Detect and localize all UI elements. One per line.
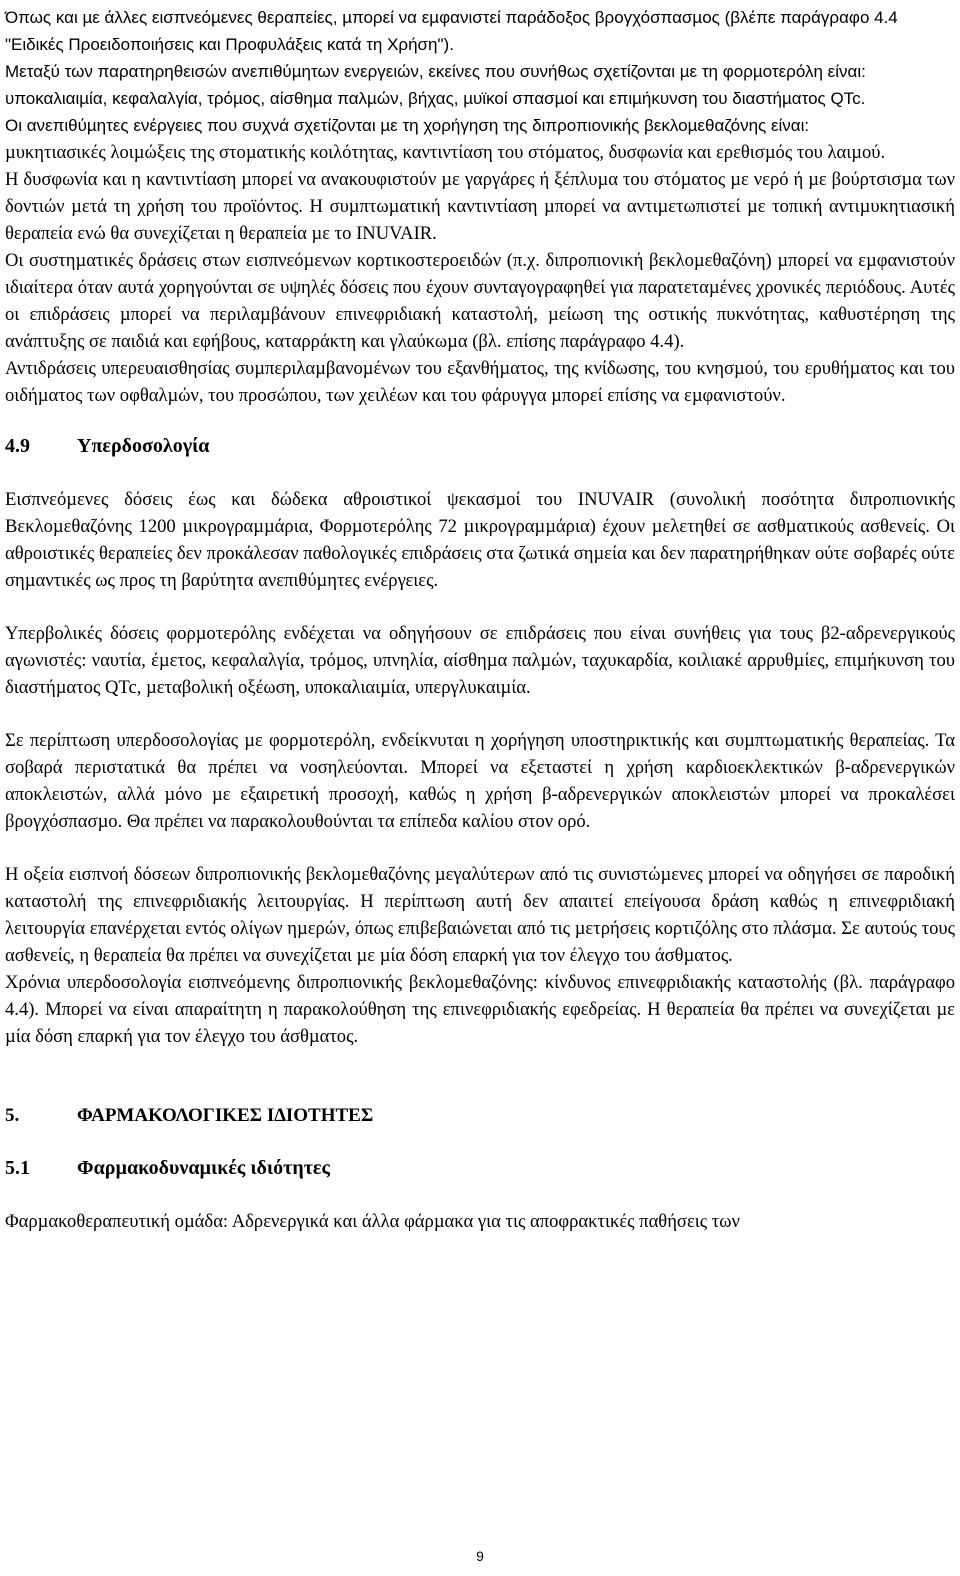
- heading-number: 4.9: [5, 435, 30, 457]
- heading-number: 5.: [5, 1105, 20, 1126]
- document-page: [5, 4, 955, 1235]
- page-number: 9: [476, 1548, 484, 1564]
- paragraph-systemic-effects: Οι συστηµατικές δράσεις στων εισπνεόµενων κορτικοστεροειδών (π.χ. διπροπιονική βεκλοµεθαζόνη) µπορεί να εµφανιστούν ιδιαίτερα όταν αυτά χορηγούνται σε υψηλές δόσεις που έχουν συνταγογραφηθεί για παρατεταµένες χρονικές περιόδους. Αυτές οι επιδράσεις µπορεί να περιλαµβάνουν επινεφριδιακή καταστολή, µείωση της οστικής πυκνότητας, καθυστέρηση της ανάπτυξης σε παιδιά και εφήβους, καταρράκτη και γλαύκωµα (βλ. επίσης παράγραφο 4.4).: [5, 250, 955, 352]
- heading-5-1: [5, 1155, 955, 1182]
- heading-4-9: [5, 433, 955, 460]
- paragraph-hypersensitivity: Αντιδράσεις υπερευαισθησίας συµπεριλαµβανοµένων του εξανθήµατος, της κνίδωσης, του κνησµού, του ερυθήµατος και του οιδήµατος των οφθαλµών, του προσώπου, των χειλέων και του φάρυγγα µπορεί επίσης να εµφανιστούν.: [5, 358, 955, 406]
- paragraph-chronic-overdose: Χρόνια υπερδοσολογία εισπνεόµενης διπροπιονικής βεκλοµεθαζόνης: κίνδυνος επινεφριδιακής καταστολής (βλ. παράγραφο 4.4). Μπορεί να είναι απαραίτητη η παρακολούθηση της επινεφριδιακής εφεδρείας. Η θεραπεία θα πρέπει να συνεχίζεται µε µία δόση επαρκή για τον έλεγχο του άσθµατος.: [5, 972, 955, 1047]
- paragraph-paradoxical-bronchospasm: Όπως και µε άλλες εισπνεόµενες θεραπείες, µπορεί να εµφανιστεί παράδοξος βρογχόσπασµος (βλέπε παράγραφο 4.4 "Ειδικές Προειδοποιήσεις και Προφυλάξεις κατά τη Χρήση").: [5, 8, 898, 54]
- paragraph-dysphonia: Η δυσφωνία και η καντιντίαση µπορεί να ανακουφιστούν µε γαργάρες ή ξέπλυµα του στόµατος µε νερό ή µε βούρτσισµα των δοντιών µετά τη χρήση του προϊόντος. Η συµπτωµατική καντιντίαση µπορεί να αντιµετωπιστεί µε τοπική αντιµυκητιασική θεραπεία ενώ θα συνεχίζεται η θεραπεία µε το INUVAIR.: [5, 169, 955, 244]
- heading-title: Φαρµακοδυναµικές ιδιότητες: [77, 1157, 330, 1179]
- heading-number: 5.1: [5, 1157, 30, 1179]
- heading-title: ΦΑΡΜΑΚΟΛΟΓΙΚΕΣ Ι∆ΙΟΤΗΤΕΣ: [77, 1105, 374, 1126]
- paragraph-acute-inhalation: Η οξεία εισπνοή δόσεων διπροπιονικής βεκλοµεθαζόνης µεγαλύτερων από τις συνιστώµενες µπορεί να οδηγήσει σε παροδική καταστολή της επινεφριδιακής λειτουργίας. Η περίπτωση αυτή δεν απαιτεί επείγουσα δράση καθώς η επινεφριδιακή λειτουργία επανέρχεται εντός ολίγων ηµερών, όπως επιβεβαιώνεται από τις µετρήσεις κορτιζόλης στο πλάσµα. Σε αυτούς τους ασθενείς, η θεραπεία θα πρέπει να συνεχίζεται µε µία δόση επαρκή για τον έλεγχο του άσθµατος.: [5, 864, 955, 966]
- heading-title: Υπερδοσολογία: [77, 435, 210, 457]
- paragraph-inhaled-doses: Εισπνεόµενες δόσεις έως και δώδεκα αθροιστικοί ψεκασµοί του INUVAIR (συνολική ποσότητα διπροπιονικής Βεκλοµεθαζόνης 1200 µικρογραµµάρια, Φορµοτερόλης 72 µικρογραµµάρια) έχουν µελετηθεί σε ασθµατικούς ασθενείς. Οι αθροιστικές θεραπείες δεν προκάλεσαν παθολογικές επιδράσεις στα ζωτικά σηµεία και δεν παρατηρήθηκαν ούτε σοβαρές ούτε σηµαντικές ως προς τη βαρύτητα ανεπιθύµητες ενέργειες.: [5, 489, 955, 591]
- paragraph-formoterol-effects: υποκαλιαιµία, κεφαλαλγία, τρόµος, αίσθηµα παλµών, βήχας, µυϊκοί σπασµοί και επιµήκυνση του διαστήµατος QTc.: [5, 89, 866, 108]
- paragraph-overdose-treatment: Σε περίπτωση υπερδοσολογίας µε φορµοτερόλη, ενδείκνυται η χορήγηση υποστηρικτικής και συµπτωµατικής θεραπείας. Τα σοβαρά περιστατικά θα πρέπει να νοσηλεύονται. Μπορεί να εξεταστεί η χρήση καρδιοεκλεκτικών β-αδρενεργικών αποκλειστών, αλλά µόνο µε εξαιρετική προσοχή, καθώς η χρήση β-αδρενεργικών αποκλειστών µπορεί να προκαλέσει βρογχόσπασµο. Θα πρέπει να παρακολουθούνται τα επίπεδα καλίου στον ορό.: [5, 730, 955, 832]
- paragraph-beclomethasone-intro: Οι ανεπιθύµητες ενέργειες που συχνά σχετίζονται µε τη χορήγηση της διπροπιονικής βεκλοµεθαζόνης είναι:: [5, 116, 810, 135]
- paragraph-excessive-formoterol: Υπερβολικές δόσεις φορµοτερόλης ενδέχεται να οδηγήσουν σε επιδράσεις που είναι συνήθεις για τους β2-αδρενεργικούς αγωνιστές: ναυτία, έµετος, κεφαλαλγία, τρόµος, υπνηλία, αίσθηµα παλµών, ταχυκαρδία, κοιλιακέ αρρυθµίες, επιµήκυνση του διαστήµατος QTc, µεταβολική οξέωση, υποκαλιαιµία, υπεργλυκαιµία.: [5, 623, 955, 698]
- paragraph-formoterol-intro: Μεταξύ των παρατηρηθεισών ανεπιθύµητων ενεργειών, εκείνες που συνήθως σχετίζονται µε τη φορµοτερόλη είναι:: [5, 62, 866, 81]
- heading-5: [5, 1102, 955, 1129]
- paragraph-beclomethasone-effects: µυκητιασικές λοιµώξεις της στοµατικής κοιλότητας, καντιντίαση του στόµατος, δυσφωνία και ερεθισµός του λαιµού.: [5, 142, 886, 163]
- paragraph-pharmacotherapeutic-group: Φαρµακοθεραπευτική οµάδα: Αδρενεργικά και άλλα φάρµακα για τις αποφρακτικές παθήσεις των: [5, 1211, 740, 1232]
